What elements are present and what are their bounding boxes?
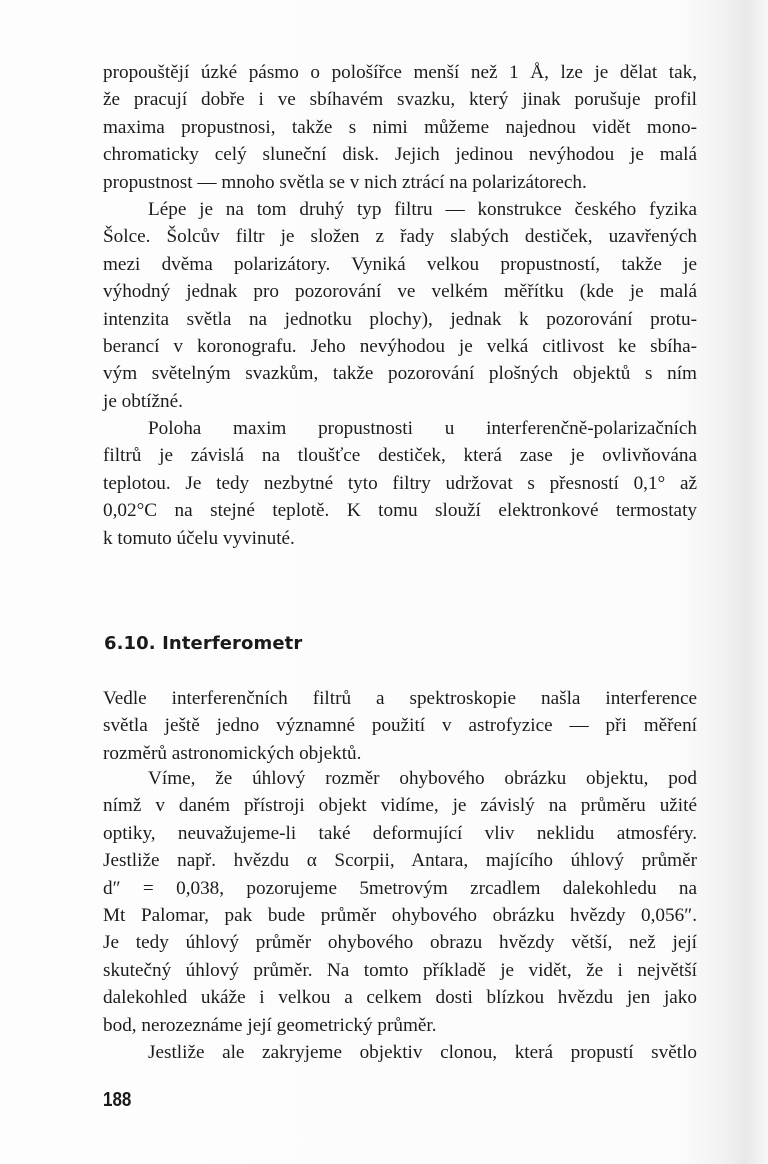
- text-block-intro: [103, 685, 697, 767]
- text-line: rozměrů astronomických objektů.: [103, 742, 362, 764]
- text-line: propouštějí úzké pásmo o pološířce menší než 1 Å, lze je dělat tak,: [103, 62, 697, 83]
- paragraph-1: [103, 59, 697, 196]
- text-line: Mt Palomar, pak bude průměr ohybového obrázku hvězdy 0,056″.: [103, 904, 697, 926]
- text-line: Jestliže např. hvězdu α Scorpii, Antara, majícího úhlový průměr: [103, 850, 697, 872]
- text-line: je obtížné.: [103, 390, 183, 412]
- text-line: skutečný úhlový průměr. Na tomto příkladě je vidět, že i největší: [103, 959, 697, 981]
- text-line: Šolce. Šolcův filtr je složen z řady slabých destiček, uzavřených: [103, 226, 697, 248]
- text-line: že pracují dobře i ve sbíhavém svazku, který jinak porušuje profil: [103, 89, 697, 111]
- text-line: optiky, neuvažujeme-li také deformující vliv neklidu atmosféry.: [103, 822, 697, 844]
- paragraph-5: [103, 765, 697, 1039]
- text-line: Víme, že úhlový rozměr ohybového obrázku objektu, pod: [148, 768, 697, 789]
- section-heading: 6.10. Interferometr: [104, 633, 303, 654]
- text-line: dalekohled ukáže i velkou a celkem dosti blízkou hvězdu jen jako: [103, 987, 697, 1009]
- text-line: výhodný jednak pro pozorování ve velkém měřítku (kde je malá: [103, 281, 697, 303]
- text-line: maxima propustnosi, takže s nimi můžeme najednou vidět mono-: [103, 116, 697, 138]
- page-number: 188: [103, 1089, 132, 1111]
- paragraph-3: [103, 415, 697, 552]
- text-line: Vedle interferenčních filtrů a spektroskopie našla interference: [103, 688, 697, 709]
- text-block-temperature: [103, 415, 697, 552]
- text-block-filters: [103, 59, 697, 415]
- text-line: světla ještě jedno významné použití v astrofyzice — při měření: [103, 715, 697, 737]
- text-line: bod, nerozeznáme její geometrický průměr.: [103, 1014, 437, 1036]
- text-line: teplotou. Je tedy nezbytné tyto filtry udržovat s přesností 0,1° až: [103, 472, 697, 494]
- text-block-angular-size: [103, 765, 697, 1066]
- text-line: nímž v daném přístroji objekt vidíme, je závislý na průměru užité: [103, 795, 697, 817]
- text-line: Poloha maxim propustnosti u interferenčně-polarizačních: [148, 418, 697, 439]
- text-line: Lépe je na tom druhý typ filtru — konstrukce českého fyzika: [148, 198, 697, 220]
- paragraph-4: [103, 685, 697, 767]
- text-line: berancí v koronografu. Jeho nevýhodou je velká citlivost ke sbíha-: [103, 335, 697, 357]
- text-line: mezi dvěma polarizátory. Vyniká velkou propustností, takže je: [103, 253, 697, 275]
- text-line: intenzita světla na jednotku plochy), jednak k pozorování protu-: [103, 308, 697, 330]
- text-line: k tomuto účelu vyvinuté.: [103, 527, 295, 549]
- paragraph-2: [103, 196, 697, 415]
- text-line: chromaticky celý sluneční disk. Jejich jedinou nevýhodou je malá: [103, 144, 697, 166]
- text-line: 0,02°C na stejné teplotě. K tomu slouží elektronkové termostaty: [103, 500, 697, 522]
- text-line: vým světelným svazkům, takže pozorování plošných objektů s ním: [103, 363, 697, 385]
- text-line: Je tedy úhlový průměr ohybového obrazu hvězdy větší, než její: [103, 932, 697, 954]
- text-line: filtrů je závislá na tloušťce destiček, která zase je ovlivňována: [103, 445, 697, 467]
- text-line: propustnost — mnoho světla se v nich ztrácí na polarizátorech.: [103, 171, 587, 193]
- text-line: d″ = 0,038, pozorujeme 5metrovým zrcadlem dalekohledu na: [103, 877, 697, 899]
- paragraph-6: [103, 1039, 697, 1066]
- text-line: Jestliže ale zakryjeme objektiv clonou, která propustí světlo: [148, 1041, 697, 1063]
